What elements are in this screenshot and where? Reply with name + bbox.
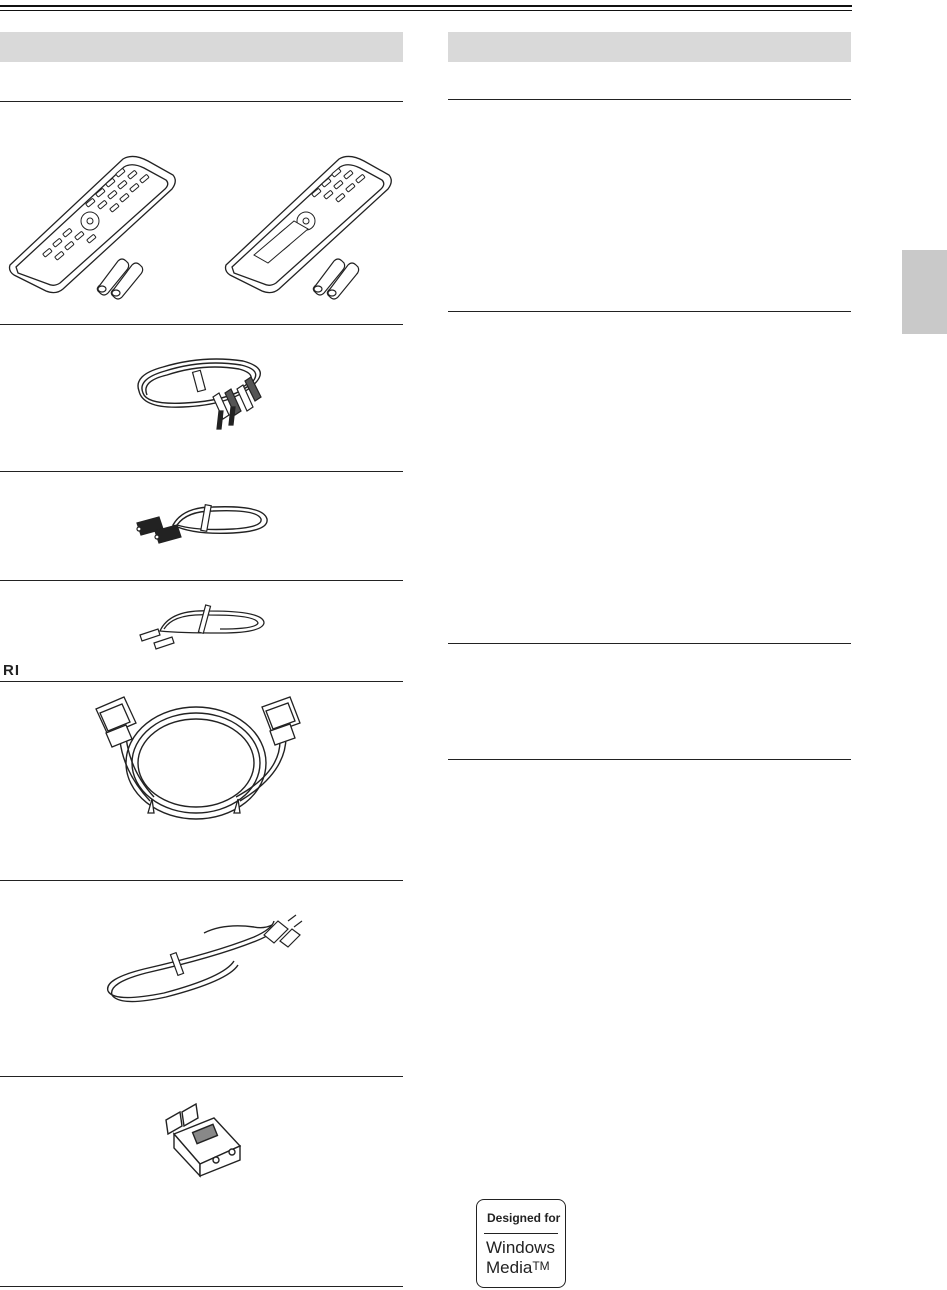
divider: [448, 643, 851, 644]
power-cord-icon: [104, 913, 304, 1005]
batteries-icon: [96, 255, 146, 297]
logo-tm: TM: [532, 1259, 550, 1273]
divider: [0, 1286, 403, 1287]
divider: [0, 101, 403, 102]
left-section-header: [0, 32, 403, 62]
logo-designed-for: Designed for: [487, 1211, 561, 1225]
divider: [0, 880, 403, 881]
plug-adapter-icon: [160, 1098, 246, 1182]
divider: [448, 99, 851, 100]
ri-cable-icon: [140, 601, 270, 649]
s-video-cable-icon: [133, 497, 273, 549]
page-top-rule-thin: [0, 10, 852, 11]
ri-label: RI: [3, 662, 20, 679]
page-top-rule: [0, 5, 852, 7]
scart-cable-icon: [90, 693, 340, 833]
av-cable-icon: [133, 347, 273, 439]
divider: [0, 1076, 403, 1077]
right-section-header: [448, 32, 851, 62]
logo-windows: Windows: [486, 1238, 555, 1257]
divider: [0, 580, 403, 581]
remote-controller-icon: [224, 155, 394, 295]
divider: [448, 759, 851, 760]
divider: [0, 681, 403, 682]
batteries-icon: [312, 255, 362, 297]
divider: [448, 311, 851, 312]
logo-divider: [484, 1233, 558, 1234]
divider: [0, 471, 403, 472]
windows-media-logo: [476, 1199, 566, 1288]
divider: [0, 324, 403, 325]
logo-media-line: [486, 1257, 550, 1277]
chapter-tab: [902, 250, 947, 334]
remote-controller-icon: [8, 155, 178, 295]
logo-media: Media: [486, 1258, 533, 1277]
